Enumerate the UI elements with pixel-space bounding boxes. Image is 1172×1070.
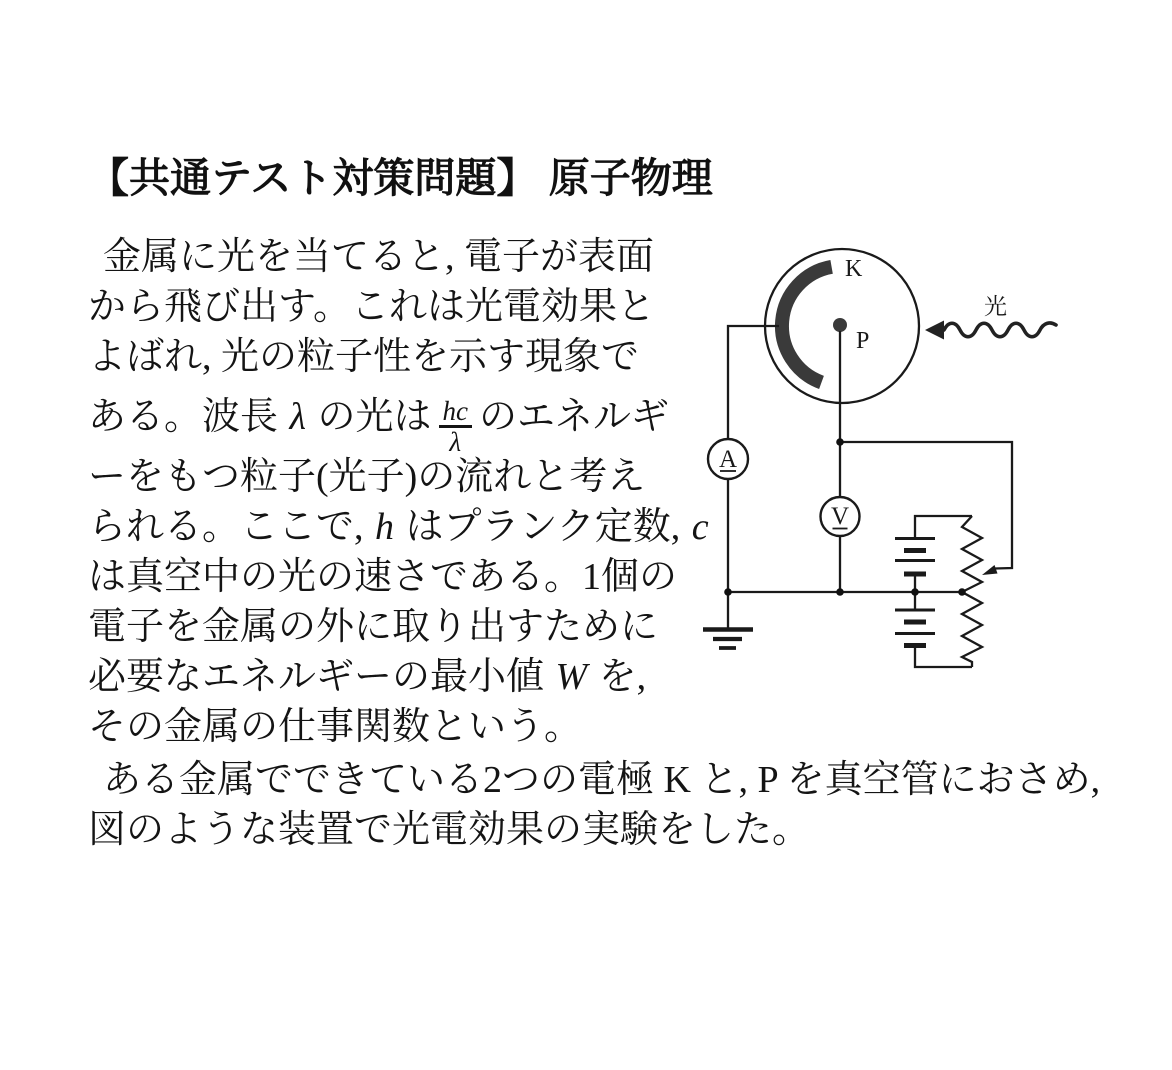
ammeter — [708, 439, 748, 479]
text-segment: 電子を金属の外に取り出すために — [88, 606, 659, 648]
inline-fraction — [439, 396, 472, 457]
light-label: 光 — [984, 294, 1007, 319]
text-line — [88, 755, 1118, 805]
light-arrowhead-icon — [925, 321, 944, 340]
cathode-K-electrode — [782, 267, 832, 383]
text-line — [88, 805, 1118, 855]
paragraph-experiment-setup — [88, 755, 1118, 855]
page-title: 【共通テスト対策問題】 原子物理 — [88, 155, 713, 201]
text-line — [88, 382, 698, 457]
text-segment: ある。波長 — [88, 396, 288, 438]
text-segment: は真空中の光の速さである。1個の — [88, 556, 678, 598]
math-variable: c — [691, 506, 709, 548]
fraction-numerator: hc — [439, 399, 472, 428]
rheostat-wiper-arrowhead-icon — [982, 565, 998, 575]
paragraph-photoelectric-intro — [88, 232, 709, 752]
text-line — [88, 602, 698, 652]
math-variable: h — [375, 506, 395, 548]
fraction-denominator: λ — [449, 427, 462, 457]
text-segment: の光は — [307, 396, 432, 438]
text-segment: よばれ, 光の粒子性を示す現象で — [88, 336, 640, 378]
wire-cathode-to-ammeter — [728, 326, 779, 439]
text-segment: から飛び出す。これは光電効果と — [88, 286, 655, 328]
light-squiggle — [944, 323, 1056, 337]
text-segment: のエネルギ — [478, 396, 669, 438]
ground-symbol — [703, 630, 753, 649]
math-variable: λ — [289, 396, 306, 438]
text-segment: を, — [589, 656, 647, 698]
text-segment: 金属に光を当てると, 電子が表面 — [103, 236, 655, 278]
voltmeter-label: V — [830, 503, 850, 530]
text-line — [88, 282, 698, 332]
circuit-diagram — [690, 230, 1090, 680]
text-line — [88, 702, 698, 752]
text-line — [88, 452, 698, 502]
anode-label: P — [856, 328, 870, 354]
text-line — [88, 232, 698, 282]
text-segment: はプランク定数, — [396, 506, 690, 548]
math-variable: W — [555, 656, 588, 698]
ammeter-label: A — [718, 446, 738, 473]
text-segment: その金属の仕事関数という。 — [88, 706, 583, 748]
cathode-label: K — [845, 256, 863, 282]
text-segment: られる。ここで, — [88, 506, 374, 548]
text-segment: 図のような装置で光電効果の実験をした。 — [88, 809, 811, 851]
light-wave-arrow — [925, 321, 1056, 340]
voltmeter — [821, 497, 860, 536]
text-line — [88, 552, 698, 602]
text-segment: 必要なエネルギーの最小値 — [88, 656, 554, 698]
text-segment: ある金属でできている2つの電極 K と, P を真空管におさめ, — [103, 759, 1101, 801]
text-segment: ーをもつ粒子(光子)の流れと考え — [88, 456, 646, 498]
text-line — [88, 332, 698, 382]
anode-P-dot — [833, 318, 847, 332]
text-line — [88, 502, 709, 552]
text-line — [88, 652, 698, 702]
